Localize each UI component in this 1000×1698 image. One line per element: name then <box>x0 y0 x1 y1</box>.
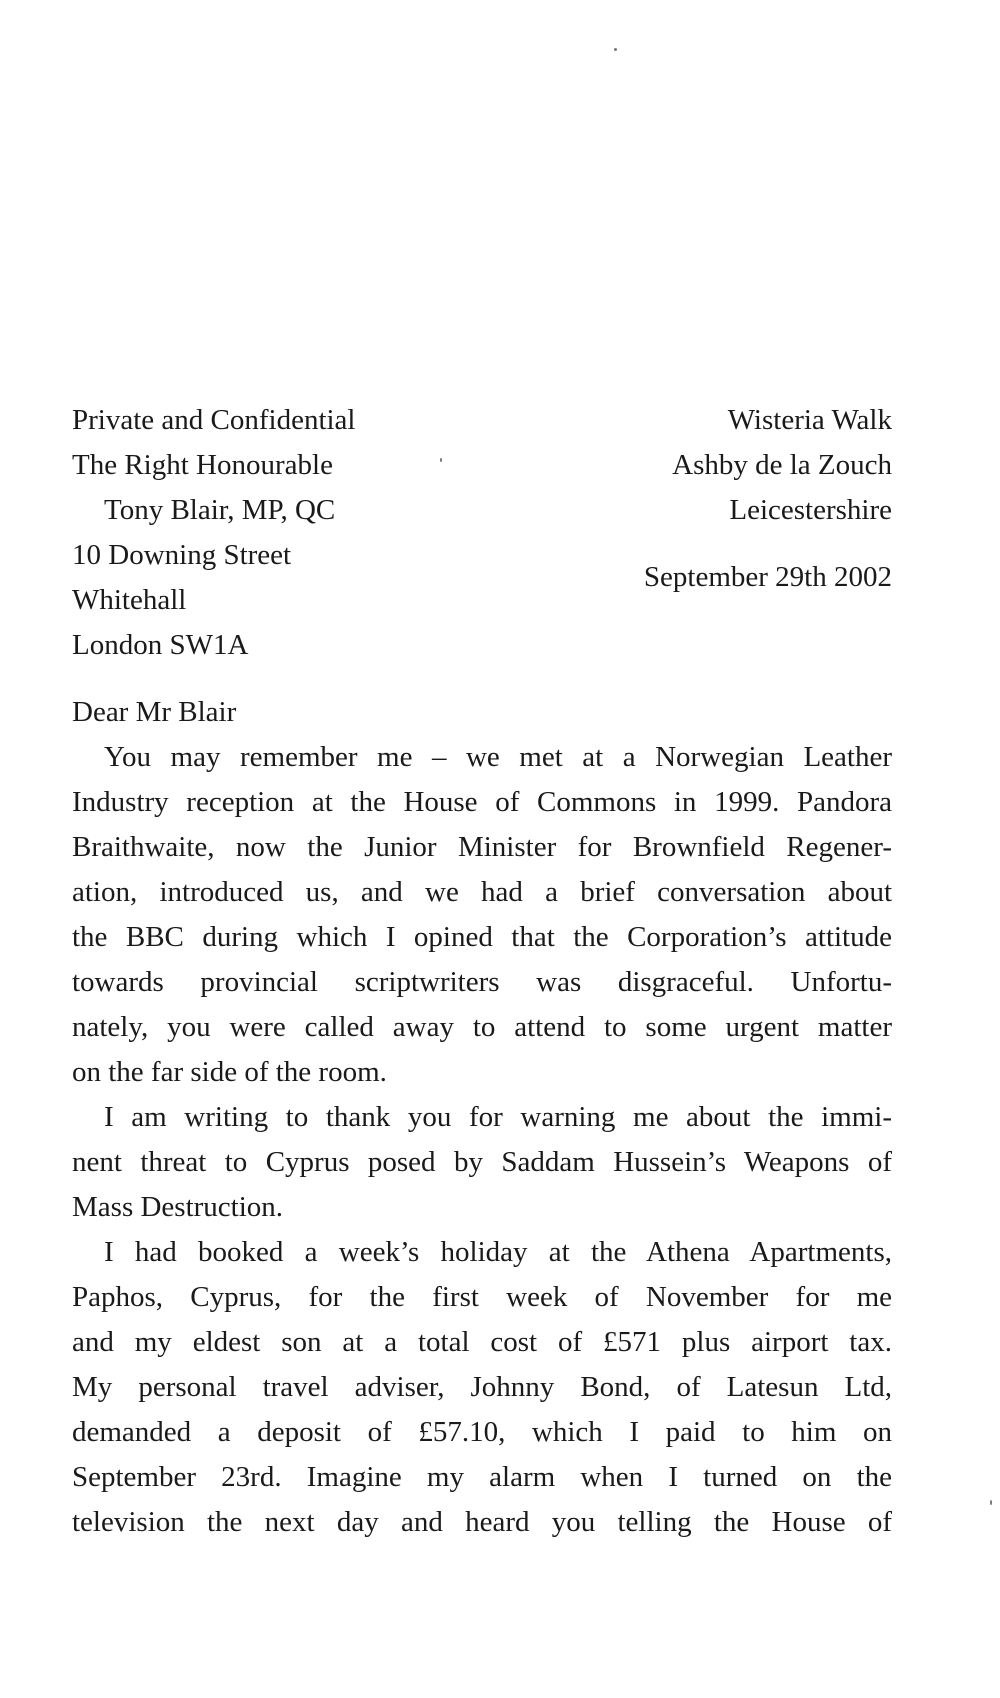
paragraph-2-line: nent threat to Cyprus posed by Saddam Hussein’s Weapons of <box>72 1146 892 1178</box>
paragraph-3-line: Paphos, Cyprus, for the first week of November for me <box>72 1281 892 1313</box>
paragraph-3-line: and my eldest son at a total cost of £571 plus airport tax. <box>72 1326 892 1358</box>
recipient-line-name: Tony Blair, MP, QC <box>104 494 336 526</box>
recipient-line-street: 10 Downing Street <box>72 539 292 571</box>
recipient-line-city: London SW1A <box>72 629 249 661</box>
paragraph-1-line: nately, you were called away to attend to some urgent matter <box>72 1011 892 1043</box>
paragraph-1-line: on the far side of the room. <box>72 1056 387 1088</box>
paragraph-1 <box>72 735 892 1095</box>
sender-line-county: Leicestershire <box>729 494 892 526</box>
paragraph-1-line: Braithwaite, now the Junior Minister for Brownfield Regener- <box>72 831 892 863</box>
paragraph-2-line: Mass Destruction. <box>72 1191 284 1223</box>
scan-speck <box>990 1500 992 1505</box>
scan-speck <box>440 458 442 462</box>
paragraph-3-line: demanded a deposit of £57.10, which I paid to him on <box>72 1416 892 1448</box>
sender-line-street: Wisteria Walk <box>727 404 892 436</box>
paragraph-3-line: I had booked a week’s holiday at the Athena Apartments, <box>104 1236 892 1268</box>
paragraph-2 <box>72 1095 892 1230</box>
paragraph-1-line: Industry reception at the House of Commons in 1999. Pandora <box>72 786 892 818</box>
paragraph-3 <box>72 1230 892 1545</box>
sender-address <box>532 398 892 600</box>
letter-body <box>72 690 892 1545</box>
recipient-line-confidential: Private and Confidential <box>72 404 356 436</box>
sender-line-town: Ashby de la Zouch <box>672 449 892 481</box>
paragraph-1-line: You may remember me – we met at a Norwegian Leather <box>104 741 892 773</box>
paragraph-1-line: ation, introduced us, and we had a brief conversation about <box>72 876 892 908</box>
recipient-address <box>72 398 552 668</box>
paragraph-3-line: My personal travel adviser, Johnny Bond, of Latesun Ltd, <box>72 1371 892 1403</box>
letterhead <box>72 398 892 668</box>
paragraph-1-line: the BBC during which I opined that the Corporation’s attitude <box>72 921 892 953</box>
paragraph-3-line: September 23rd. Imagine my alarm when I turned on the <box>72 1461 892 1493</box>
scan-speck <box>614 48 617 51</box>
letter-date: September 29th 2002 <box>643 561 892 593</box>
recipient-line-district: Whitehall <box>72 584 187 616</box>
paragraph-3-line: television the next day and heard you telling the House of <box>72 1506 892 1538</box>
paragraph-2-line: I am writing to thank you for warning me about the immi- <box>104 1101 892 1133</box>
paragraph-1-line: towards provincial scriptwriters was disgraceful. Unfortu- <box>72 966 892 998</box>
salutation: Dear Mr Blair <box>72 696 237 728</box>
recipient-line-title: The Right Honourable <box>72 449 333 481</box>
